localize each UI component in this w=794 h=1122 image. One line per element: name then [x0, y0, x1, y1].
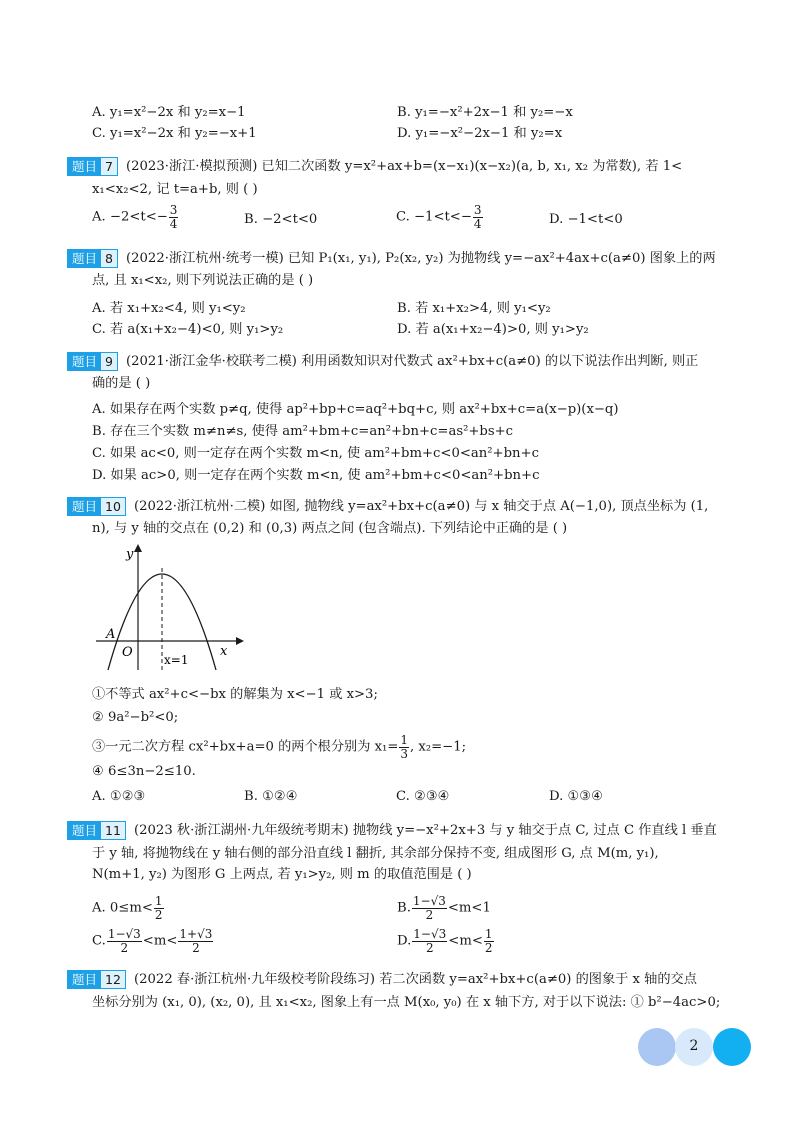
- q8-option-d: D. 若 a(x₁+x₂−4)>0, 则 y₁>y₂: [397, 322, 589, 337]
- symmetry-line-label: x=1: [164, 653, 189, 667]
- q7-stem-line1: (2023·浙江·模拟预测) 已知二次函数 y=x²+ax+b=(x−x₁)(x−x₂)(a, b, x₁, x₂ 为常数), 若 1<: [126, 159, 683, 174]
- q8-option-b: B. 若 x₁+x₂>4, 则 y₁<y₂: [397, 301, 551, 316]
- q6-option-d: D. y₁=−x²−2x−1 和 y₂=x: [397, 126, 563, 141]
- fraction: [169, 204, 179, 230]
- denominator: 2: [484, 940, 493, 955]
- fraction: [178, 928, 213, 954]
- numerator: 1−√3: [107, 927, 141, 941]
- option-text: B.: [397, 900, 411, 916]
- option-text: D.: [397, 933, 412, 949]
- numerator: 1: [400, 733, 409, 747]
- question-tag-label: 题目: [68, 822, 101, 839]
- fraction: [107, 928, 142, 954]
- q9-option-b: B. 存在三个实数 m≠n≠s, 使得 am²+bm+c=an²+bn+c=as²+bs+c: [92, 424, 514, 439]
- option-text: A. −2<t<−: [92, 209, 168, 225]
- q8-option-a: A. 若 x₁+x₂<4, 则 y₁<y₂: [92, 301, 246, 316]
- denominator: 2: [192, 940, 200, 955]
- numerator: 1: [484, 927, 493, 941]
- page-number: 2: [689, 1038, 699, 1054]
- q11-stem-line1: (2023 秋·浙江湖州·九年级统考期末) 抛物线 y=−x²+2x+3 与 y 轴交于点 C, 过点 C 作直线 l 垂直: [134, 823, 717, 838]
- option-text: A. 0≤m<: [92, 900, 153, 916]
- question-number: 12: [105, 972, 121, 987]
- denominator: 2: [425, 907, 434, 922]
- x-axis-arrow: [236, 637, 244, 645]
- q11-option-b: [397, 895, 491, 921]
- question-tag-label: 题目: [68, 971, 101, 988]
- option-text: <m<: [448, 933, 483, 949]
- badge-circle-left: [638, 1028, 676, 1066]
- denominator: 3: [400, 746, 409, 761]
- q9-stem-line1: (2021·浙江金华·校联考二模) 利用函数知识对代数式 ax²+bx+c(a≠0) 的以下说法作出判断, 则正: [126, 354, 699, 369]
- q12-stem-line2: 坐标分别为 (x₁, 0), (x₂, 0), 且 x₁<x₂, 图象上有一点 M(x₀, y₀) 在 x 轴下方, 对于以下说法: ① b²−4ac>0;: [92, 995, 721, 1010]
- question-tag-12: [67, 970, 126, 989]
- denominator: 2: [154, 907, 163, 922]
- q10-option-b: B. ①②④: [244, 789, 298, 804]
- numerator: 1−√3: [412, 894, 446, 908]
- fraction: [473, 204, 483, 230]
- q9-option-a: A. 如果存在两个实数 p≠q, 使得 ap²+bp+c=aq²+bq+c, 则 ax²+bx+c=a(x−p)(x−q): [92, 402, 619, 417]
- q7-option-c: [396, 204, 484, 230]
- q9-option-c: C. 如果 ac<0, 则一定存在两个实数 m<n, 使 am²+bm+c<0<an²+bn+c: [92, 446, 539, 461]
- question-tag-label: 题目: [68, 250, 101, 267]
- q10-stem-line1: (2022·浙江杭州·二模) 如图, 抛物线 y=ax²+bx+c(a≠0) 与 x 轴交于点 A(−1,0), 顶点坐标为 (1,: [134, 499, 709, 514]
- option-text: C. −1<t<−: [396, 209, 472, 225]
- q8-stem-line1: (2022·浙江杭州·统考一模) 已知 P₁(x₁, y₁), P₂(x₂, y₂) 为抛物线 y=−ax²+4ax+c(a≠0) 图象上的两: [126, 251, 716, 266]
- q10-statement-1: ①不等式 ax²+c<−bx 的解集为 x<−1 或 x>3;: [92, 687, 378, 702]
- q11-option-d: [397, 928, 495, 954]
- q6-option-c: C. y₁=x²−2x 和 y₂=−x+1: [92, 126, 257, 141]
- q6-option-a: A. y₁=x²−2x 和 y₂=x−1: [92, 105, 246, 120]
- parabola-graph: [88, 540, 248, 680]
- fraction: [399, 734, 409, 760]
- denominator: 4: [473, 216, 482, 231]
- fraction: [154, 895, 164, 921]
- question-number: 10: [105, 499, 121, 514]
- question-number: 9: [105, 354, 113, 369]
- q7-option-b: B. −2<t<0: [244, 212, 318, 227]
- statement-text: , x₂=−1;: [410, 739, 467, 755]
- page-number-badge: [638, 1028, 752, 1066]
- x-axis-label: x: [220, 644, 228, 659]
- q10-statement-4: ④ 6≤3n−2≤10.: [92, 764, 196, 779]
- option-text: <m<: [142, 933, 178, 949]
- numerator: 3: [473, 203, 482, 217]
- q6-option-b: B. y₁=−x²+2x−1 和 y₂=−x: [397, 105, 573, 120]
- q7-stem-line2: x₁<x₂<2, 记 t=a+b, 则 ( ): [92, 182, 258, 197]
- origin-label: O: [122, 645, 133, 660]
- q8-option-c: C. 若 a(x₁+x₂−4)<0, 则 y₁>y₂: [92, 322, 284, 337]
- numerator: 1−√3: [413, 927, 447, 941]
- denominator: 4: [169, 216, 178, 231]
- question-tag-label: 题目: [68, 498, 101, 515]
- question-tag-10: [67, 497, 126, 516]
- fraction: [412, 895, 447, 921]
- badge-circle-right: [713, 1028, 751, 1066]
- question-tag-label: 题目: [68, 353, 101, 370]
- fraction: [412, 928, 447, 954]
- denominator: 2: [425, 940, 434, 955]
- q8-stem-line2: 点, 且 x₁<x₂, 则下列说法正确的是 ( ): [92, 273, 314, 288]
- y-axis-label: y: [126, 547, 134, 562]
- question-tag-8: [67, 249, 118, 268]
- q11-option-c: [92, 928, 214, 954]
- question-tag-7: [67, 157, 118, 176]
- question-tag-label: 题目: [68, 158, 101, 175]
- numerator: 1+√3: [179, 927, 213, 941]
- numerator: 3: [169, 203, 178, 217]
- q11-stem-line2: 于 y 轴, 将抛物线在 y 轴右侧的部分沿直线 l 翻折, 其余部分保持不变, 组成图形 G, 点 M(m, y₁),: [92, 846, 659, 861]
- q7-option-a: [92, 204, 179, 230]
- question-number: 11: [105, 823, 121, 838]
- question-tag-11: [67, 821, 126, 840]
- q10-statement-2: ② 9a²−b²<0;: [92, 710, 179, 725]
- q10-option-d: D. ①③④: [549, 789, 603, 804]
- question-number: 7: [105, 159, 113, 174]
- q10-statement-3: [92, 734, 466, 760]
- statement-text: ③一元二次方程 cx²+bx+a=0 的两个根分别为 x₁=: [92, 739, 399, 755]
- point-a-label: A: [106, 627, 116, 642]
- option-text: C.: [92, 933, 106, 949]
- q10-stem-line2: n), 与 y 轴的交点在 (0,2) 和 (0,3) 两点之间 (包含端点). 下列结论中正确的是 ( ): [92, 521, 568, 536]
- y-axis-arrow: [134, 544, 142, 552]
- q10-option-a: A. ①②③: [92, 789, 146, 804]
- q11-stem-line3: N(m+1, y₂) 为图形 G 上两点, 若 y₁>y₂, 则 m 的取值范围是 ( ): [92, 867, 472, 882]
- denominator: 2: [120, 940, 129, 955]
- q12-stem-line1: (2022 春·浙江杭州·九年级校考阶段练习) 若二次函数 y=ax²+bx+c(a≠0) 的图象于 x 轴的交点: [134, 972, 697, 987]
- fraction: [484, 928, 494, 954]
- q7-option-d: D. −1<t<0: [549, 212, 623, 227]
- q10-option-c: C. ②③④: [396, 789, 450, 804]
- numerator: 1: [154, 894, 163, 908]
- option-text: <m<1: [447, 900, 491, 916]
- q9-option-d: D. 如果 ac>0, 则一定存在两个实数 m<n, 使 am²+bm+c<0<an²+bn+c: [92, 468, 540, 483]
- q11-option-a: [92, 895, 165, 921]
- question-tag-9: [67, 352, 118, 371]
- question-number: 8: [105, 251, 113, 266]
- q9-stem-line2: 确的是 ( ): [92, 376, 151, 391]
